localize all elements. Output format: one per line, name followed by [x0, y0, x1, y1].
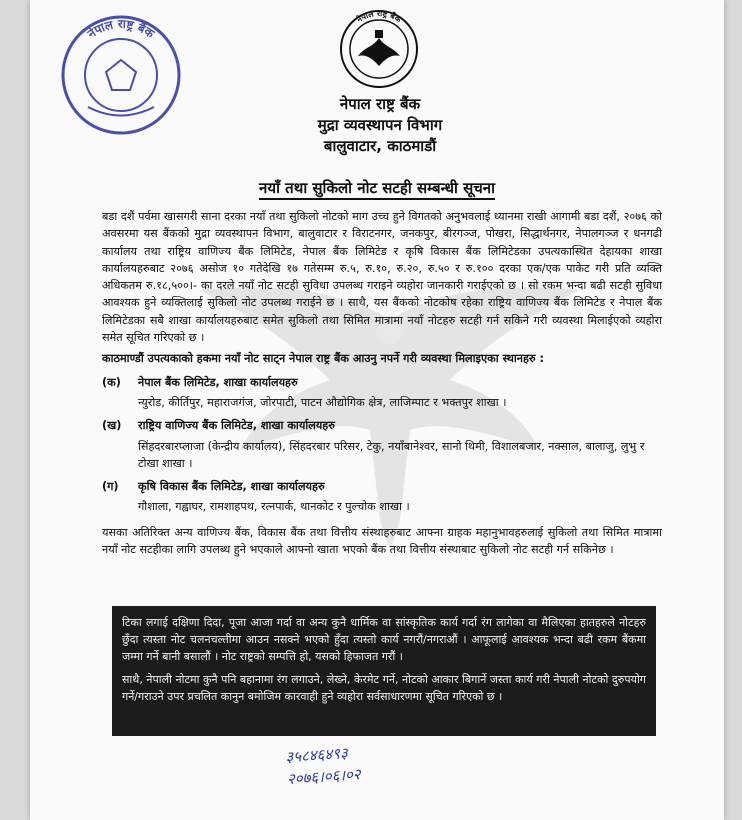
logo-text: नेपाल राष्ट्र बैंक	[355, 8, 403, 25]
branch-name: कृषि विकास बैंक लिमिटेड, शाखा कार्यालयहरु	[138, 480, 325, 494]
valley-heading: काठमाण्डौं उपत्यकाको हकमा नयाँ नोट साट्न नेपाल राष्ट्र बैंक आउनु नपर्ने गरी व्यवस्था मिलाइएका स्थानहरु :	[102, 352, 544, 366]
svg-text:नेपाल राष्ट्र बैंक	[84, 17, 158, 42]
branch-group	[102, 417, 662, 434]
signature-block	[286, 740, 466, 800]
public-advisory-box	[112, 606, 656, 736]
bank-logo-icon	[338, 8, 420, 90]
signature-line: ३५८४६४९३	[284, 743, 349, 767]
branch-list: न्युरोड, कीर्तिपुर, महाराजगंज, जोरपाटी, पाटन औद्योगिक क्षेत्र, लाजिम्पाट र भक्तपुर शाखा ।	[138, 395, 507, 409]
document-page	[30, 0, 724, 820]
branch-list: सिंहदरबारप्लाजा (केन्द्रीय कार्यालय), सिंहदरबार परिसर, टेकु, नयाँबानेश्वर, सानो थिमी, विशालबजार, नक्साल, बालाजु, लुभु र टोखा शाखा ।	[138, 439, 645, 470]
branch-name: राष्ट्रिय वाणिज्य बैंक लिमिटेड, शाखा कार्यालयहरु	[138, 419, 335, 433]
office-location: बालुवाटार, काठमाडौं	[323, 137, 437, 155]
notice-title	[30, 178, 724, 198]
department-name: मुद्रा व्यवस्थापन विभाग	[317, 116, 443, 134]
handwritten-signature	[285, 734, 468, 790]
advisory-paragraph: साथै, नेपाली नोटमा कुनै पनि बहानामा रंग लगाउने, लेख्ने, केरमेट गर्ने, नोटको आकार बिगार्ने जस्ता कार्य गरी नेपाली नोटको दुरुपयोग गर्ने/गराउने उपर प्रचलित कानुन बमोजिम कारवाही हुने व्यहोरा सर्वसाधारणमा सूचित गरिएको छ ।	[122, 673, 646, 703]
intro-paragraph: बडा दशैं पर्वमा खासगरी साना दरका नयाँ तथा सुकिलो नोटको माग उच्च हुने विगतको अनुभवलाई ध्यानमा राखी आगामी बडा दशैं, २०७६ को अवसरमा यस बैंकको मुद्रा व्यवस्थापन विभाग, बालुवाटार र विराटनगर, जनकपुर, बीरगञ्ज, पोखरा, सिद्धार्थनगर, नेपालगञ्ज र धनगढी कार्यालय तथा राष्ट्रिय वाणिज्य बैंक लिमिटेड, नेपाल बैंक लिमिटेड र कृषि विकास बैंक लिमिटेडका उपत्यकास्थित देहायका शाखा कार्यालयहरुबाट २०७६ असोज १० गतेदेखि १७ गतेसम्म रु.५, रु.१०, रु.२०, रु.५० र रु.१०० दरका एक/एक पाकेट गरी प्रति व्यक्ति अधिकतम रु.१८,५००।- का दरले नयाँ नोट सटही सुविधा उपलब्ध गराइने व्यहोरा जानकारी गराईएको छ । सो रकम भन्दा बढी सटही सुविधा आवश्यक हुने व्यक्तिलाई सुकिलो नोट उपलब्ध गराईने छ । साथै, यस बैंकको नोटकोष रहेका राष्ट्रिय वाणिज्य बैंक लिमिटेड र नेपाल बैंक लिमिटेडका सबै शाखा कार्यालयहरुबाट समेत सुकिलो तथा सिमित मात्रामा नयाँ नोटहरु सटही गर्न सकिने गरी व्यवस्था मिलाईएको व्यहोरा समेत सूचित गरिएको छ ।	[102, 210, 662, 345]
branch-letter: (क)	[102, 375, 121, 389]
branch-name: नेपाल बैंक लिमिटेड, शाखा कार्यालयहरु	[138, 375, 298, 389]
signature-date: २०७६।०६।०२	[286, 765, 362, 789]
svg-text:नेपाल राष्ट्र बैंक	[354, 9, 404, 25]
branch-group	[102, 478, 662, 495]
official-stamp-icon	[58, 12, 184, 138]
advisory-paragraph: टिका लगाई दक्षिणा दिदा, पूजा आजा गर्दा वा अन्य कुनै धार्मिक वा सांस्कृतिक कार्य गर्दा रंग लागेका वा मैलिएका हातहरुले नोटहरु छुँदा त्यस्ता नोट चलनचल्तीमा आउन नसक्ने भएको हुँदा त्यस्तो कार्य नगरौं/नगराऔं । आफूलाई आवश्यक भन्दा बढी रकम बैंकमा जम्मा गर्ने बानी बसालौं । नोट राष्ट्रको सम्पत्ति हो, यसको हिफाजत गरौं ।	[122, 616, 646, 663]
closing-paragraph: यसका अतिरिक्त अन्य वाणिज्य बैंक, विकास बैंक तथा वित्तीय संस्थाहरुबाट आफ्ना ग्राहक महानुभावहरुलाई सुकिलो तथा सिमित मात्रामा नयाँ नोट सटहीका लागि उपलब्ध हुने भएकाले आफ्नो खाता भएको बैंक तथा वित्तीय संस्थाबाट सुकिलो नोट सटही गर्न सकिनेछ ।	[102, 525, 662, 557]
branch-letter: (ग)	[102, 480, 119, 494]
letterhead	[230, 94, 530, 157]
stamp-text: नेपाल राष्ट्र बैंक	[84, 16, 157, 41]
branch-letter: (ख)	[102, 419, 122, 433]
notice-body	[102, 208, 662, 558]
branch-list: गौशाला, गह्वाघर, रामशाहपथ, रत्नपार्क, थानकोट र पुल्चोक शाखा ।	[138, 500, 410, 514]
org-name: नेपाल राष्ट्र बैंक	[339, 95, 421, 113]
notice-title-text: नयाँ तथा सुकिलो नोट सटही सम्बन्धी सूचना	[259, 179, 495, 200]
branch-group	[102, 374, 662, 391]
